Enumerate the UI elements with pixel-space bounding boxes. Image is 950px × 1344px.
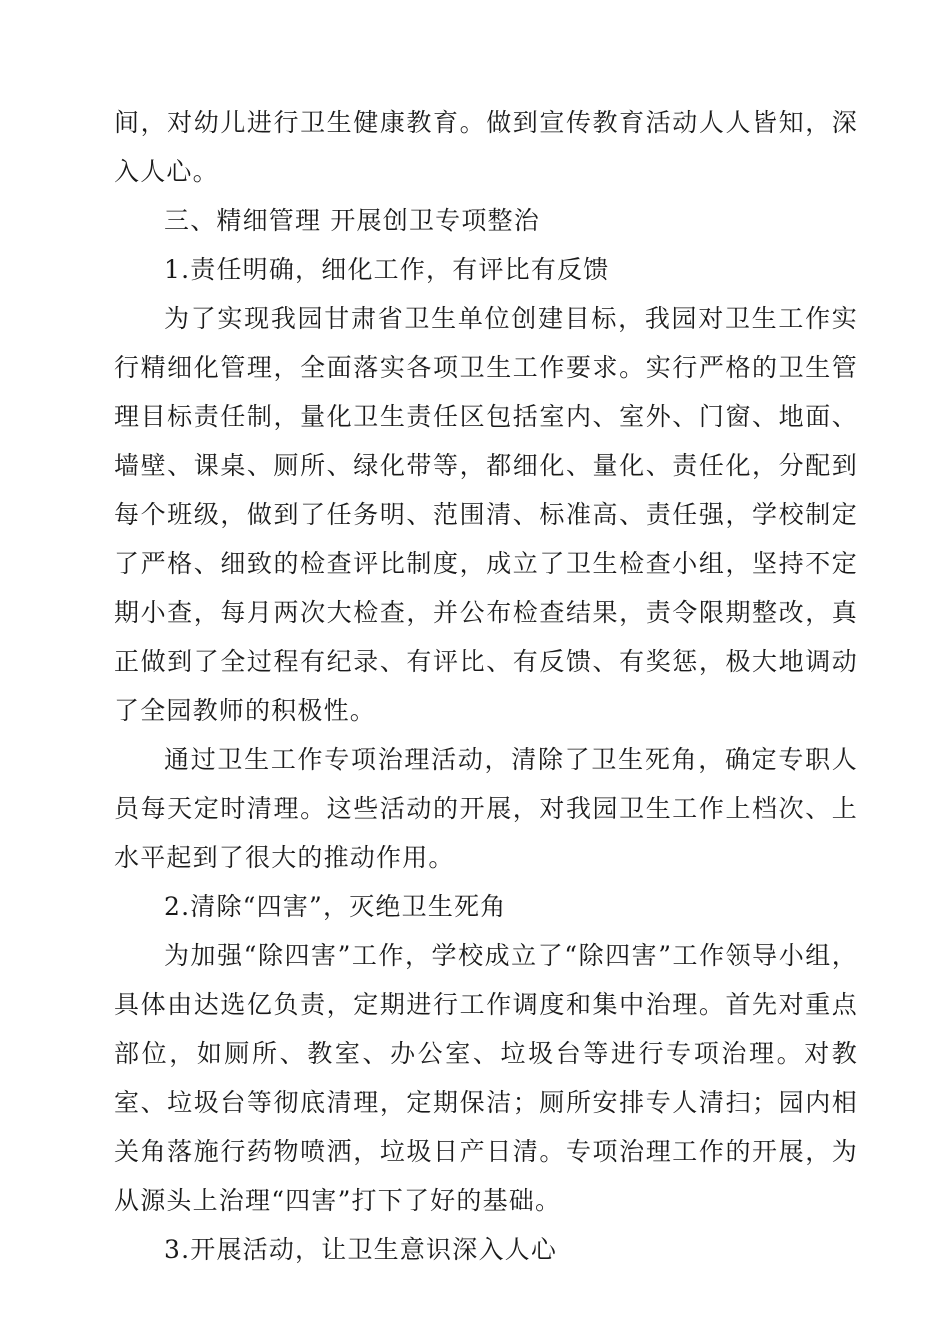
subheading-1: 1.责任明确，细化工作，有评比有反馈 [164,255,610,284]
document-body [114,98,858,1274]
section-heading-3: 三、精细管理 开展创卫专项整治 [164,206,540,235]
subheading-2: 2.清除“四害”，灭绝卫生死角 [164,892,507,921]
paragraph-responsibility: 为了实现我园甘肃省卫生单位创建目标，我园对卫生工作实行精细化管理，全面落实各项卫生工作要求。实行严格的卫生管理目标责任制，量化卫生责任区包括室内、室外、门窗、地面、墙壁、课桌、厕所、绿化带等，都细化、量化、责任化，分配到每个班级，做到了任务明、范围清、标准高、责任强，学校制定了严格、细致的检查评比制度，成立了卫生检查小组，坚持不定期小查，每月两次大检查，并公布检查结果，责令限期整改，真正做到了全过程有纪录、有评比、有反馈、有奖惩，极大地调动了全园教师的积极性。 [114,304,858,725]
paragraph-continuation: 间，对幼儿进行卫生健康教育。做到宣传教育活动人人皆知，深入人心。 [114,108,858,186]
paragraph-special-governance: 通过卫生工作专项治理活动，清除了卫生死角，确定专职人员每天定时清理。这些活动的开展，对我园卫生工作上档次、上水平起到了很大的推动作用。 [114,745,858,872]
subheading-3: 3.开展活动，让卫生意识深入人心 [164,1235,558,1264]
paragraph-four-pests: 为加强“除四害”工作，学校成立了“除四害”工作领导小组，具体由达选亿负责，定期进行工作调度和集中治理。首先对重点部位，如厕所、教室、办公室、垃圾台等进行专项治理。对教室、垃圾台等彻底清理，定期保洁；厕所安排专人清扫；园内相关角落施行药物喷洒，垃圾日产日清。专项治理工作的开展，为从源头上治理“四害”打下了好的基础。 [114,941,858,1215]
